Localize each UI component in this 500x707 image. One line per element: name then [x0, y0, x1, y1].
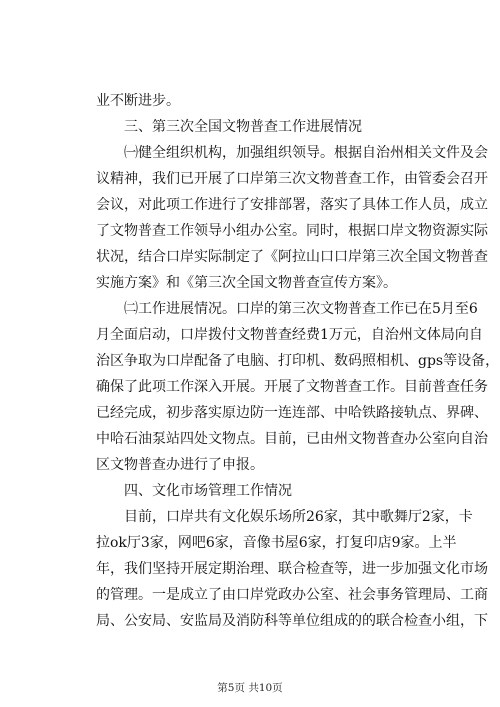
text-line: 局、公安局、安监局及消防科等单位组成的的联合检查小组，下 — [96, 613, 488, 629]
text-line: 了文物普查工作领导小组办公室。同时，根据口岸文物资源实际 — [96, 223, 488, 239]
text-line: 月全面启动，口岸拨付文物普查经费1万元，自治州文体局向自 — [96, 327, 483, 343]
text-line: 区文物普查办进行了申报。 — [96, 457, 264, 473]
text-line: 会议，对此项工作进行了安排部署，落实了具体工作人员，成立 — [96, 197, 488, 213]
text-line: 的管理。一是成立了由口岸党政办公室、社会事务管理局、工商 — [96, 587, 488, 603]
text-line: 年，我们坚持开展定期治理、联合检查等，进一步加强文化市场 — [96, 561, 488, 577]
text-line: 已经完成，初步落实原边防一连连部、中哈铁路接轨点、界碑、 — [96, 405, 488, 421]
text-line: 实施方案》和《第三次全国文物普查宣传方案》。 — [96, 275, 397, 291]
text-line: 四、文化市场管理工作情况 — [124, 483, 292, 499]
page-footer: 第5页 共10页 — [217, 682, 283, 694]
text-line: 确保了此项工作深入开展。开展了文物普查工作。目前普查任务 — [96, 379, 488, 395]
text-line: 三、第三次全国文物普查工作进展情况 — [124, 119, 362, 135]
text-line: 业不断进步。 — [96, 93, 180, 109]
text-line: 状况，结合口岸实际制定了《阿拉山口口岸第三次全国文物普查 — [96, 249, 488, 265]
text-line: 议精神，我们已开展了口岸第三次文物普查工作，由管委会召开 — [96, 171, 488, 187]
text-line: 目前，口岸共有文化娱乐场所26家，其中歌舞厅2家，卡 — [124, 509, 473, 525]
text-line: 拉ok厅3家，网吧6家，音像书屋6家，打复印店9家。上半 — [96, 535, 457, 551]
text-line: ㈡工作进展情况。口岸的第三次文物普查工作已在5月至6 — [124, 301, 478, 317]
document-body — [96, 88, 500, 634]
text-line: 中哈石油泵站四处文物点。目前，已由州文物普查办公室向自治 — [96, 431, 488, 447]
text-line: 治区争取为口岸配备了电脑、打印机、数码照相机、gps等设备， — [96, 353, 500, 369]
text-line: ㈠健全组织机构，加强组织领导。根据自治州相关文件及会 — [124, 145, 488, 161]
